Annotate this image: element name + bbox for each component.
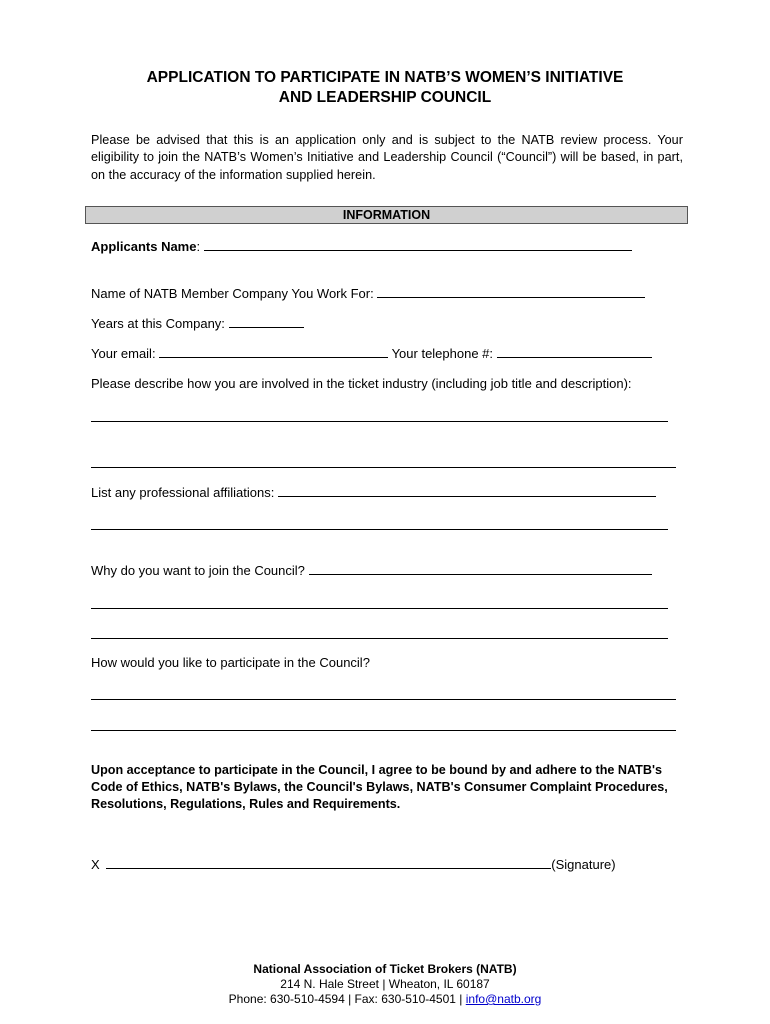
participate-field-line-2[interactable] xyxy=(91,730,676,731)
participate-field-line-1[interactable] xyxy=(91,699,676,700)
affiliations-field[interactable] xyxy=(278,484,656,497)
signature-field[interactable] xyxy=(106,856,551,869)
why-join-row xyxy=(91,562,652,579)
participate-label: How would you like to participate in the Council? xyxy=(91,655,370,670)
affiliations-field-line-2[interactable] xyxy=(91,529,668,530)
years-row xyxy=(91,315,304,332)
footer-contact xyxy=(120,992,650,1007)
participate-row xyxy=(91,655,370,671)
footer-email-link[interactable]: info@natb.org xyxy=(465,992,542,1006)
affiliations-row xyxy=(91,484,656,501)
company-row xyxy=(91,285,645,302)
why-join-label: Why do you want to join the Council? xyxy=(91,563,305,578)
involvement-label: Please describe how you are involved in the ticket industry (including job title and description): xyxy=(91,376,632,391)
why-join-field[interactable] xyxy=(309,562,652,575)
footer-org-name: National Association of Ticket Brokers (NATB) xyxy=(253,962,517,976)
phone-field[interactable] xyxy=(497,345,652,358)
involvement-row xyxy=(91,376,632,392)
footer xyxy=(120,962,650,1007)
title-line-2: AND LEADERSHIP COUNCIL xyxy=(278,89,492,106)
footer-address: 214 N. Hale Street | Wheaton, IL 60187 xyxy=(280,977,490,991)
affiliations-label: List any professional affiliations: xyxy=(91,485,275,500)
company-field[interactable] xyxy=(377,285,645,298)
years-field[interactable] xyxy=(229,315,304,328)
email-field[interactable] xyxy=(159,345,388,358)
applicant-name-row xyxy=(91,238,632,255)
applicant-name-colon: : xyxy=(196,239,201,254)
applicant-name-label: Applicants Name xyxy=(91,239,197,254)
signature-row xyxy=(91,856,616,873)
email-label: Your email: xyxy=(91,346,156,361)
applicant-name-field[interactable] xyxy=(204,238,632,251)
information-section-header: INFORMATION xyxy=(85,206,688,224)
signature-suffix: (Signature) xyxy=(551,857,616,872)
why-join-field-line-2[interactable] xyxy=(91,608,668,609)
involvement-field-line-1[interactable] xyxy=(91,421,668,422)
agreement-statement: Upon acceptance to participate in the Council, I agree to be bound by and adhere to the NATB's Code of Ethics, NATB's Bylaws, the Council's Bylaws, NATB's Consumer Complaint Procedures, Resolutions, Regulations, Rules and Requirements. xyxy=(91,763,668,811)
years-label: Years at this Company: xyxy=(91,316,225,331)
email-phone-row xyxy=(91,345,652,362)
involvement-field-line-2[interactable] xyxy=(91,467,676,468)
signature-prefix: X xyxy=(91,857,100,872)
footer-phone-fax: Phone: 630-510-4594 | Fax: 630-510-4501 | xyxy=(228,992,466,1006)
title-line-1: APPLICATION TO PARTICIPATE IN NATB’S WOMEN’S INITIATIVE xyxy=(146,69,624,86)
intro-paragraph: Please be advised that this is an application only and is subject to the NATB review process. Your eligibility to join the NATB’s Women’s Initiative and Leadership Council (“Council”) will be based, in part, on the accuracy of the information supplied herein. xyxy=(91,133,683,182)
why-join-field-line-3[interactable] xyxy=(91,638,668,639)
phone-label: Your telephone #: xyxy=(391,346,494,361)
page-title xyxy=(60,68,710,108)
company-label: Name of NATB Member Company You Work For: xyxy=(91,286,374,301)
